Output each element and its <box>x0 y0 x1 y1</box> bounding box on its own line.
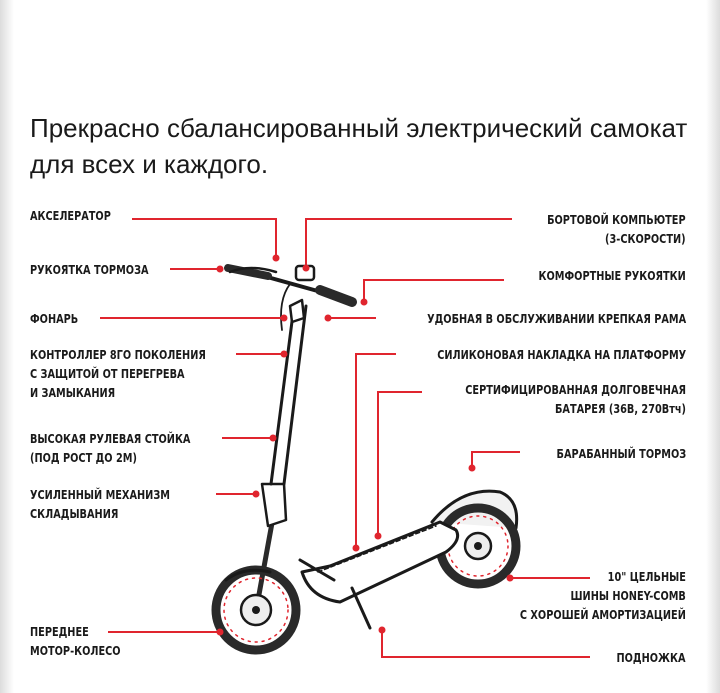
dot-kickstand <box>379 627 386 634</box>
dot-brake-handle <box>217 266 224 273</box>
dot-controller <box>281 351 288 358</box>
dot-comfort-grips <box>361 299 368 306</box>
dot-frame <box>325 315 332 322</box>
dot-front-motor <box>217 629 224 636</box>
dot-onboard-computer <box>303 265 310 272</box>
label-onboard-computer: БОРТОВОЙ КОМПЬЮТЕР (3-СКОРОСТИ) <box>547 212 686 246</box>
dot-silicone-pad <box>353 545 360 552</box>
label-controller: КОНТРОЛЛЕР 8ГО ПОКОЛЕНИЯ С ЗАЩИТОЙ ОТ ПЕРЕГРЕВА И ЗАМЫКАНИЯ <box>30 347 206 400</box>
callout-kickstand <box>382 630 590 657</box>
label-silicone-pad: СИЛИКОНОВАЯ НАКЛАДКА НА ПЛАТФОРМУ <box>437 347 686 362</box>
label-tires: 10" ЦЕЛЬНЫЕ ШИНЫ HONEY-COMB С ХОРОШЕЙ АМОРТИЗАЦИЕЙ <box>519 569 686 622</box>
folding-block <box>262 484 286 526</box>
label-frame: УДОБНАЯ В ОБСЛУЖИВАНИИ КРЕПКАЯ РАМА <box>426 311 686 326</box>
label-front-motor: ПЕРЕДНЕЕ МОТОР-КОЛЕСО <box>30 624 121 658</box>
label-folding-mechanism: УСИЛЕННЫЙ МЕХАНИЗМ СКЛАДЫВАНИЯ <box>30 487 170 521</box>
page-title: Прекрасно сбалансированный электрический самокат для всех и каждого. <box>30 113 688 179</box>
label-brake-handle: РУКОЯТКА ТОРМОЗА <box>30 262 149 277</box>
label-steering-column: ВЫСОКАЯ РУЛЕВАЯ СТОЙКА (ПОД РОСТ ДО 2М) <box>30 431 191 465</box>
callout-drum-brake <box>472 452 520 468</box>
callout-accelerator <box>132 219 276 258</box>
callout-battery <box>378 392 422 536</box>
label-accelerator: АКСЕЛЕРАТОР <box>30 208 111 223</box>
label-kickstand: ПОДНОЖКА <box>616 650 686 665</box>
callout-comfort-grips <box>364 280 504 302</box>
stem-inner <box>271 306 294 484</box>
kickstand <box>352 588 370 628</box>
callout-onboard-computer <box>306 219 512 268</box>
dot-steering-column <box>270 435 277 442</box>
dot-folding <box>253 491 260 498</box>
callout-silicone-pad <box>356 354 396 548</box>
front-wheel <box>216 570 296 650</box>
headlight-shape <box>290 300 304 322</box>
label-headlight: ФОНАРЬ <box>30 311 79 326</box>
dot-battery <box>375 533 382 540</box>
label-drum-brake: БАРАБАННЫЙ ТОРМОЗ <box>556 446 686 461</box>
dot-tires <box>507 575 514 582</box>
cable <box>281 284 290 330</box>
dot-drum-brake <box>469 465 476 472</box>
dot-headlight <box>281 315 288 322</box>
label-battery: СЕРТИФИЦИРОВАННАЯ ДОЛГОВЕЧНАЯ БАТАРЕЯ (36В, 270Втч) <box>465 382 686 416</box>
stem <box>284 306 306 484</box>
dot-accelerator <box>273 255 280 262</box>
label-comfort-grips: КОМФОРТНЫЕ РУКОЯТКИ <box>538 268 686 283</box>
grip-right <box>320 290 352 302</box>
